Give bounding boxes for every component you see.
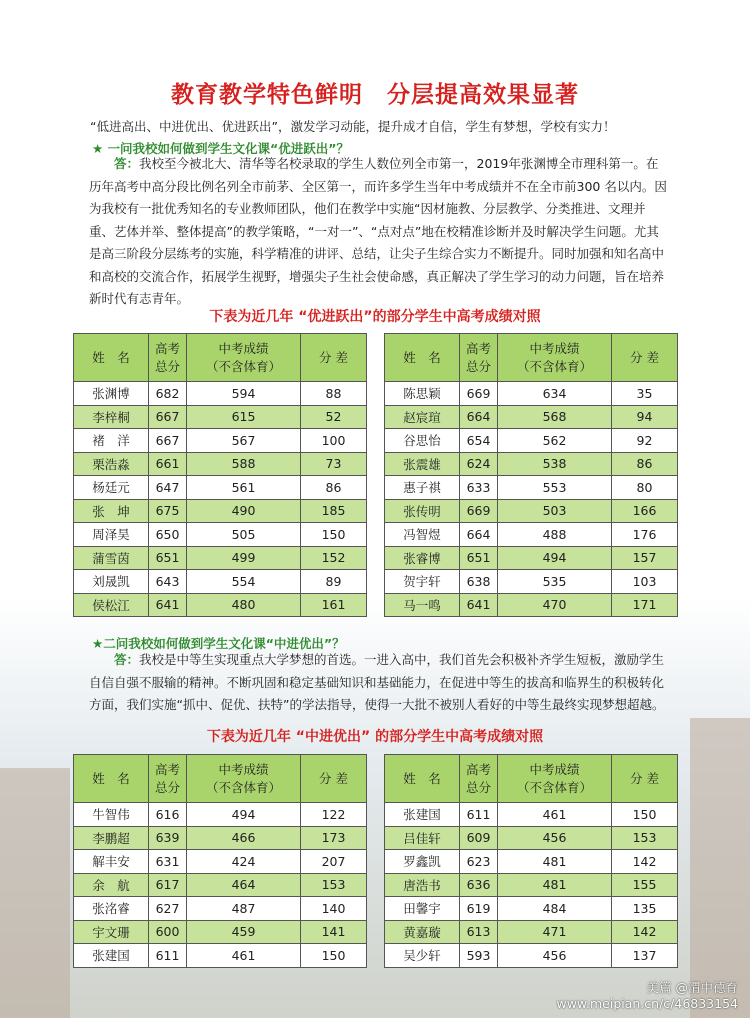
answer-label: 答： [114,156,140,171]
student-name: 陈思颖 [385,382,460,406]
table-row [74,944,367,968]
student-name: 张建国 [385,803,460,827]
zhongkao-score: 461 [187,944,301,968]
zhongkao-score: 535 [498,570,612,594]
gaokao-score: 613 [460,920,498,944]
table-row [74,873,367,897]
gaokao-score: 636 [460,873,498,897]
table-row [385,499,678,523]
table-row [385,546,678,570]
zhongkao-score: 538 [498,452,612,476]
score-difference: 122 [301,803,367,827]
table-row [385,382,678,406]
slogan: “低进高出、中进优出、优进跃出”，激发学习动能，提升成才自信，学生有梦想，学校有实力！ [90,119,616,134]
gaokao-score: 617 [149,873,187,897]
student-name: 唐浩书 [385,873,460,897]
gaokao-score: 619 [460,897,498,921]
score-difference: 155 [612,873,678,897]
column-header: 中考成绩 （不含体育） [498,755,612,803]
table-row [385,920,678,944]
column-header: 分 差 [301,755,367,803]
score-difference: 103 [612,570,678,594]
answer-1 [89,153,669,311]
gaokao-score: 650 [149,523,187,547]
table-row [385,944,678,968]
table-row [74,920,367,944]
score-difference: 171 [612,593,678,617]
score-difference: 94 [612,405,678,429]
answer-2-text: 我校是中等生实现重点大学梦想的首选。一进入高中，我们首先会积极补齐学生短板，激励学生自信自强不服输的精神。不断巩固和稳定基础知识和基础能力，在促进中等生的拔高和临界生的积极转化方面，我们实施“抓中、促优、扶特”的学法指导，使得一大批不被别人看好的中等生最终实现梦想超越。 [89,652,665,712]
student-name: 张建国 [74,944,149,968]
score-table-1-left [73,333,367,617]
answer-2 [89,649,669,717]
gaokao-score: 641 [460,593,498,617]
table-row [74,476,367,500]
student-name: 张 坤 [74,499,149,523]
table-row [385,897,678,921]
zhongkao-score: 588 [187,452,301,476]
table-row [385,429,678,453]
zhongkao-score: 464 [187,873,301,897]
table-row [385,570,678,594]
gaokao-score: 627 [149,897,187,921]
student-name: 张震雄 [385,452,460,476]
student-name: 侯松江 [74,593,149,617]
table-header-row [74,334,367,382]
score-difference: 176 [612,523,678,547]
score-difference: 161 [301,593,367,617]
score-difference: 35 [612,382,678,406]
table-row [74,429,367,453]
watermark-url: www.meipian.cn/c/46833154 [556,996,738,1011]
zhongkao-score: 505 [187,523,301,547]
background-building [690,718,750,1018]
zhongkao-score: 481 [498,850,612,874]
column-header: 高考 总分 [149,755,187,803]
zhongkao-score: 562 [498,429,612,453]
score-difference: 92 [612,429,678,453]
table-row [385,826,678,850]
student-name: 李鹏超 [74,826,149,850]
student-name: 贺宇轩 [385,570,460,594]
student-name: 刘晟凯 [74,570,149,594]
score-difference: 153 [301,873,367,897]
zhongkao-score: 554 [187,570,301,594]
score-difference: 86 [612,452,678,476]
score-difference: 150 [612,803,678,827]
zhongkao-score: 615 [187,405,301,429]
question-2: ★二问我校如何做到学生文化课“中进优出”？ [92,636,345,651]
gaokao-score: 593 [460,944,498,968]
gaokao-score: 651 [460,546,498,570]
student-name: 解丰安 [74,850,149,874]
zhongkao-score: 471 [498,920,612,944]
student-name: 赵宸瑄 [385,405,460,429]
background-building [0,768,70,1018]
gaokao-score: 600 [149,920,187,944]
column-header: 高考 总分 [149,334,187,382]
score-difference: 88 [301,382,367,406]
watermark-account: 美篇 @渭中德育 [646,980,738,995]
score-difference: 140 [301,897,367,921]
table-row [74,452,367,476]
zhongkao-score: 466 [187,826,301,850]
table-row [74,546,367,570]
gaokao-score: 651 [149,546,187,570]
gaokao-score: 669 [460,499,498,523]
zhongkao-score: 503 [498,499,612,523]
gaokao-score: 633 [460,476,498,500]
student-name: 周泽昊 [74,523,149,547]
column-header: 姓 名 [74,755,149,803]
table-row [385,452,678,476]
zhongkao-score: 499 [187,546,301,570]
page-title: 教育教学特色鲜明 分层提高效果显著 [171,82,579,108]
student-name: 蒲雪茵 [74,546,149,570]
student-name: 田馨宇 [385,897,460,921]
student-name: 冯智煜 [385,523,460,547]
score-difference: 89 [301,570,367,594]
student-name: 黄嘉璇 [385,920,460,944]
table-row [74,405,367,429]
gaokao-score: 664 [460,523,498,547]
zhongkao-score: 456 [498,826,612,850]
table-row [74,803,367,827]
gaokao-score: 609 [460,826,498,850]
score-difference: 153 [612,826,678,850]
column-header: 中考成绩 （不含体育） [187,334,301,382]
zhongkao-score: 490 [187,499,301,523]
table-row [74,897,367,921]
table-row [74,826,367,850]
gaokao-score: 682 [149,382,187,406]
question-1: ★ 一问我校如何做到学生文化课“优进跃出”？ [92,141,349,156]
score-difference: 173 [301,826,367,850]
zhongkao-score: 634 [498,382,612,406]
zhongkao-score: 568 [498,405,612,429]
gaokao-score: 631 [149,850,187,874]
table-row [385,873,678,897]
zhongkao-score: 484 [498,897,612,921]
student-name: 宇文珊 [74,920,149,944]
score-difference: 86 [301,476,367,500]
answer-label: 答： [114,652,140,667]
score-difference: 135 [612,897,678,921]
zhongkao-score: 461 [498,803,612,827]
gaokao-score: 667 [149,429,187,453]
student-name: 余 航 [74,873,149,897]
column-header: 中考成绩 （不含体育） [498,334,612,382]
zhongkao-score: 481 [498,873,612,897]
student-name: 张传明 [385,499,460,523]
score-difference: 150 [301,523,367,547]
zhongkao-score: 459 [187,920,301,944]
gaokao-score: 638 [460,570,498,594]
table-row [74,593,367,617]
table-row [74,850,367,874]
score-table-2-right [384,754,678,968]
gaokao-score: 611 [460,803,498,827]
student-name: 杨廷元 [74,476,149,500]
table-1-caption: 下表为近几年 “优进跃出”的部分学生中高考成绩对照 [209,309,541,325]
score-difference: 150 [301,944,367,968]
zhongkao-score: 488 [498,523,612,547]
table-row [385,523,678,547]
student-name: 张睿博 [385,546,460,570]
column-header: 高考 总分 [460,334,498,382]
student-name: 李梓桐 [74,405,149,429]
score-difference: 207 [301,850,367,874]
gaokao-score: 616 [149,803,187,827]
student-name: 褚 洋 [74,429,149,453]
column-header: 分 差 [612,334,678,382]
score-difference: 142 [612,850,678,874]
score-difference: 141 [301,920,367,944]
score-difference: 52 [301,405,367,429]
column-header: 高考 总分 [460,755,498,803]
zhongkao-score: 494 [187,803,301,827]
score-difference: 137 [612,944,678,968]
table-header-row [385,334,678,382]
zhongkao-score: 470 [498,593,612,617]
zhongkao-score: 567 [187,429,301,453]
gaokao-score: 639 [149,826,187,850]
zhongkao-score: 553 [498,476,612,500]
student-name: 牛智伟 [74,803,149,827]
column-header: 分 差 [301,334,367,382]
table-row [74,499,367,523]
student-name: 惠子祺 [385,476,460,500]
zhongkao-score: 480 [187,593,301,617]
table-row [385,405,678,429]
score-difference: 166 [612,499,678,523]
gaokao-score: 669 [460,382,498,406]
gaokao-score: 661 [149,452,187,476]
column-header: 姓 名 [385,334,460,382]
gaokao-score: 611 [149,944,187,968]
zhongkao-score: 487 [187,897,301,921]
zhongkao-score: 494 [498,546,612,570]
gaokao-score: 654 [460,429,498,453]
score-difference: 100 [301,429,367,453]
score-difference: 157 [612,546,678,570]
answer-1-text: 我校至今被北大、清华等名校录取的学生人数位列全市第一，2019年张渊博全市理科第一。在历年高考中高分段比例名列全市前茅、全区第一，而许多学生当年中考成绩并不在全市前300 名以内。因为我校有一批优秀知名的专业教师团队，他们在教学中实施“因材施教、分层教学、分类推进、文理并重、艺体并举、整体提高”的教学策略，“一对一”、“点对点”地在校精准诊断并及时解决学生问题。尤其是高三阶段分层练考的实施，科学精准的讲评、总结，让尖子生综合实力不断提升。同时加强和知名高中和高校的交流合作，拓展学生视野，增强尖子生社会使命感，真正解决了学生学习的动力问题，旨在培养新时代有志青年。 [89,156,667,306]
table-header-row [385,755,678,803]
zhongkao-score: 456 [498,944,612,968]
table-header-row [74,755,367,803]
score-table-2-left [73,754,367,968]
score-difference: 80 [612,476,678,500]
student-name: 栗浩淼 [74,452,149,476]
score-difference: 185 [301,499,367,523]
table-row [74,382,367,406]
table-row [74,523,367,547]
table-row [385,476,678,500]
column-header: 姓 名 [385,755,460,803]
score-table-1-right [384,333,678,617]
gaokao-score: 641 [149,593,187,617]
table-row [74,570,367,594]
column-header: 分 差 [612,755,678,803]
student-name: 张洺睿 [74,897,149,921]
table-row [385,803,678,827]
student-name: 马一鸣 [385,593,460,617]
student-name: 罗鑫凯 [385,850,460,874]
zhongkao-score: 594 [187,382,301,406]
student-name: 吴少轩 [385,944,460,968]
table-row [385,593,678,617]
zhongkao-score: 424 [187,850,301,874]
score-difference: 142 [612,920,678,944]
column-header: 中考成绩 （不含体育） [187,755,301,803]
gaokao-score: 647 [149,476,187,500]
column-header: 姓 名 [74,334,149,382]
gaokao-score: 623 [460,850,498,874]
gaokao-score: 643 [149,570,187,594]
score-difference: 152 [301,546,367,570]
table-row [385,850,678,874]
student-name: 张渊博 [74,382,149,406]
gaokao-score: 624 [460,452,498,476]
gaokao-score: 675 [149,499,187,523]
gaokao-score: 664 [460,405,498,429]
table-2-caption: 下表为近几年 “中进优出” 的部分学生中高考成绩对照 [206,729,544,745]
student-name: 谷思怡 [385,429,460,453]
score-difference: 73 [301,452,367,476]
gaokao-score: 667 [149,405,187,429]
student-name: 吕佳轩 [385,826,460,850]
zhongkao-score: 561 [187,476,301,500]
